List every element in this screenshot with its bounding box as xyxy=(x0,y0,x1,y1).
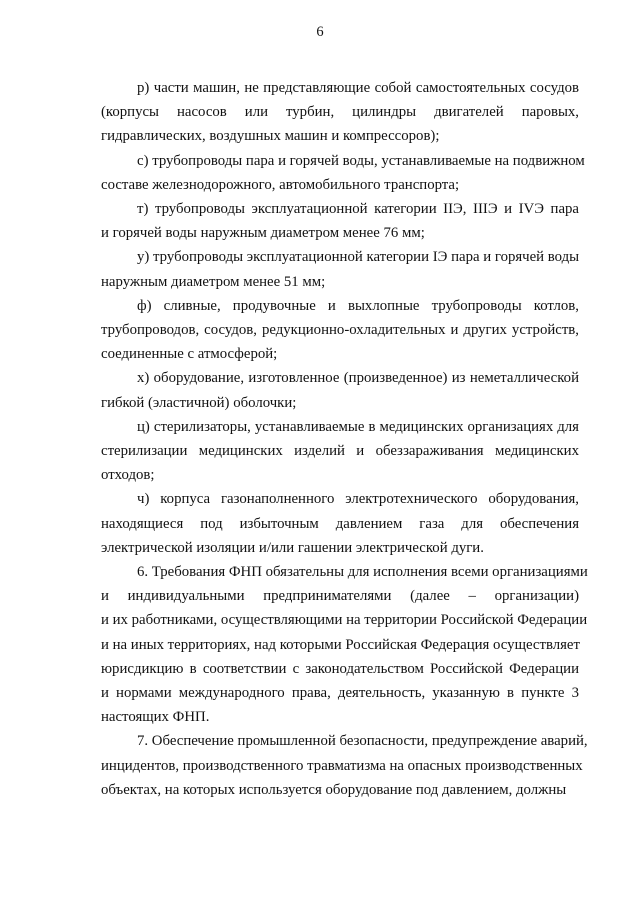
paragraph-item7 xyxy=(101,729,588,802)
paragraph-line: трубопроводов, сосудов, редукционно-охладительных и других устройств, xyxy=(101,322,579,339)
paragraph-line: отходов; xyxy=(101,467,155,484)
paragraph-line: у) трубопроводы эксплуатационной категории IЭ пара и горячей воды xyxy=(137,249,580,266)
paragraph-line: настоящих ФНП. xyxy=(101,709,210,726)
paragraph-line: ф) сливные, продувочные и выхлопные трубопроводы котлов, xyxy=(137,297,579,314)
paragraph-line: гибкой (эластичной) оболочки; xyxy=(101,394,297,411)
paragraph-s xyxy=(101,149,585,197)
paragraph-line: составе железнодорожного, автомобильного транспорта; xyxy=(101,176,460,193)
page-number: 6 xyxy=(316,24,324,40)
paragraph-line: и индивидуальными предпринимателями (далее – организации) xyxy=(101,588,579,605)
document-body xyxy=(101,76,588,802)
paragraph-line: ц) стерилизаторы, устанавливаемые в медицинских организациях для xyxy=(137,418,579,435)
paragraph-line: находящиеся под избыточным давлением газа для обеспечения xyxy=(101,515,579,532)
paragraph-t xyxy=(101,197,579,245)
paragraph-u xyxy=(101,245,579,293)
paragraph-line: и нормами международного права, деятельность, указанную в пункте 3 xyxy=(101,685,579,702)
paragraph-line: (корпусы насосов или турбин, цилиндры двигателей паровых, xyxy=(101,104,579,121)
paragraph-line: соединенные с атмосферой; xyxy=(101,346,278,363)
paragraph-ts xyxy=(101,415,579,488)
paragraph-line: и их работниками, осуществляющими на территории Российской Федерации xyxy=(101,612,588,629)
paragraph-ch xyxy=(101,487,579,560)
paragraph-line: 7. Обеспечение промышленной безопасности, предупреждение аварий, xyxy=(137,733,588,750)
paragraph-line: т) трубопроводы эксплуатационной категории IIЭ, IIIЭ и IVЭ пара xyxy=(137,201,579,218)
paragraph-line: ч) корпуса газонаполненного электротехнического оборудования, xyxy=(137,491,579,508)
paragraph-line: инцидентов, производственного травматизма на опасных производственных xyxy=(101,757,583,774)
paragraph-line: наружным диаметром менее 51 мм; xyxy=(101,273,326,290)
paragraph-f xyxy=(101,294,579,367)
paragraph-line: р) части машин, не представляющие собой самостоятельных сосудов xyxy=(137,80,579,96)
paragraph-line: электрической изоляции и/или гашении электрической дуги. xyxy=(101,539,484,556)
paragraph-line: с) трубопроводы пара и горячей воды, устанавливаемые на подвижном xyxy=(137,152,585,169)
paragraph-line: объектах, на которых используется оборудование под давлением, должны xyxy=(101,781,567,798)
paragraph-p xyxy=(101,76,579,149)
paragraph-line: юрисдикцию в соответствии с законодательством Российской Федерации xyxy=(101,660,579,677)
paragraph-item6 xyxy=(101,560,588,729)
paragraph-line: 6. Требования ФНП обязательны для исполнения всеми организациями xyxy=(137,564,588,581)
paragraph-line: и на иных территориях, над которыми Российская Федерация осуществляет xyxy=(101,636,580,653)
paragraph-line: х) оборудование, изготовленное (произведенное) из неметаллической xyxy=(137,370,579,387)
paragraph-line: гидравлических, воздушных машин и компрессоров); xyxy=(101,128,440,145)
paragraph-line: стерилизации медицинских изделий и обеззараживания медицинских xyxy=(101,443,579,460)
paragraph-line: и горячей воды наружным диаметром менее 76 мм; xyxy=(101,225,425,242)
paragraph-h xyxy=(101,366,579,414)
